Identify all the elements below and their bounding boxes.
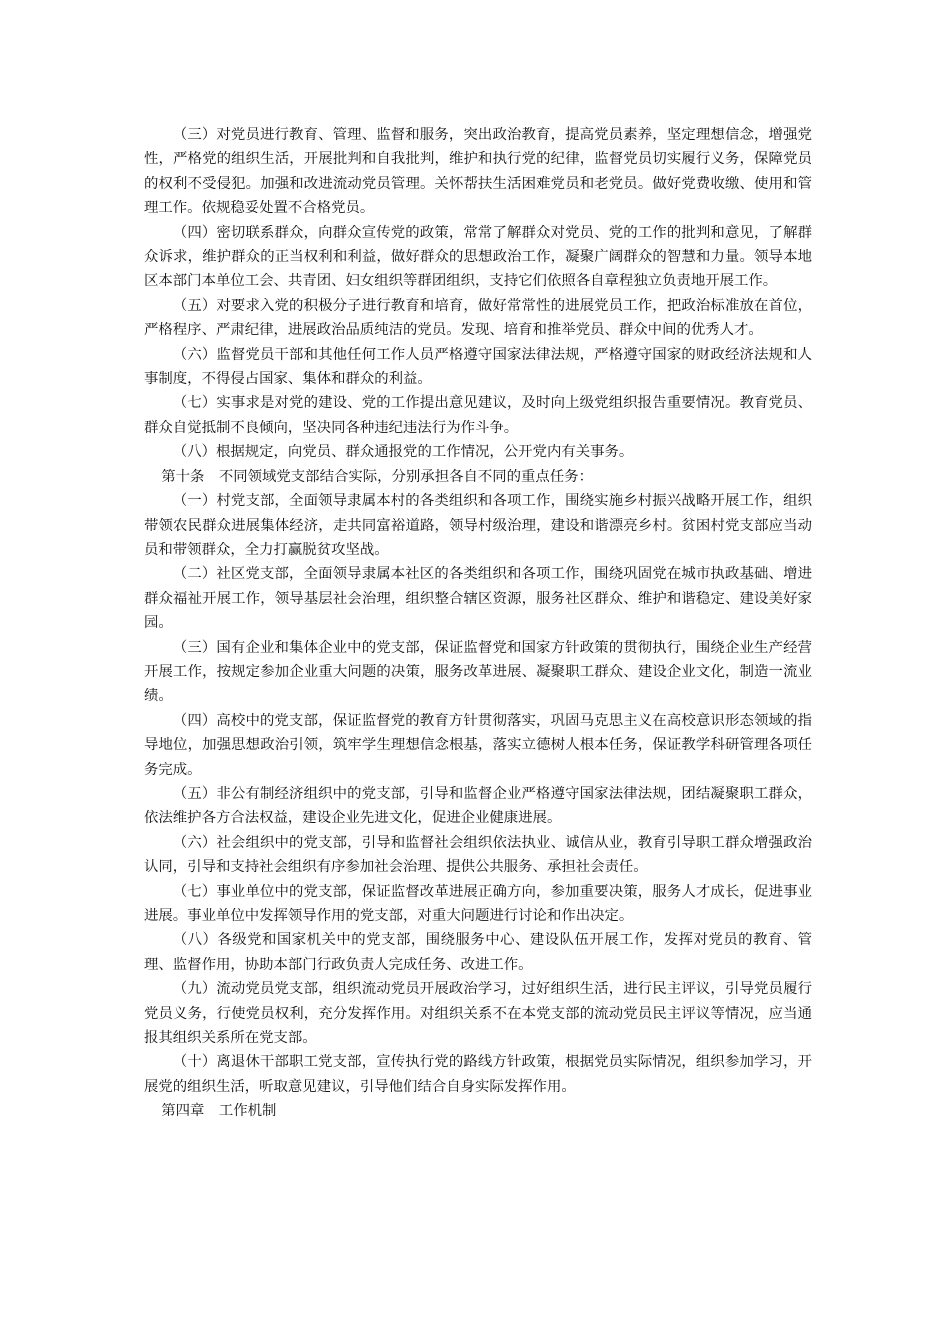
- paragraph: （三）对党员进行教育、管理、监督和服务，突出政治教育，提高党员素养，坚定理想信念，增强党性，严格党的组织生活，开展批判和自我批判，维护和执行党的纪律，监督党员切实履行义务，保障党员的权利不受侵犯。加强和改进流动党员管理。关怀帮扶生活困难党员和老党员。做好党费收缴、使用和管理工作。依规稳妥处置不合格党员。: [144, 127, 812, 217]
- paragraph: （七）实事求是对党的建设、党的工作提出意见建议，及时向上级党组织报告重要情况。教育党员、群众自觉抵制不良倾向，坚决同各种违纪违法行为作斗争。: [144, 395, 812, 436]
- paragraph: （六）社会组织中的党支部，引导和监督社会组织依法执业、诚信从业，教育引导职工群众增强政治认同，引导和支持社会组织有序参加社会治理、提供公共服务、承担社会责任。: [144, 834, 812, 876]
- paragraph: （八）各级党和国家机关中的党支部，围绕服务中心、建设队伍开展工作，发挥对党员的教育、管理、监督作用，协助本部门行政负责人完成任务、改进工作。: [144, 932, 812, 973]
- paragraph: （八）根据规定，向党员、群众通报党的工作情况，公开党内有关事务。: [172, 444, 634, 461]
- paragraph: （七）事业单位中的党支部，保证监督改革进展正确方向，参加重要决策，服务人才成长，促进事业进展。事业单位中发挥领导作用的党支部，对重大问题进行讨论和作出决定。: [144, 883, 812, 924]
- paragraph: （二）社区党支部，全面领导隶属本社区的各类组织和各项工作，围绕巩固党在城市执政基础、增进群众福祉开展工作，领导基层社会治理，组织整合辖区资源，服务社区群众、维护和谐稳定、建设美好家园。: [144, 566, 812, 632]
- document-body: [144, 123, 812, 1124]
- paragraph: （十）离退休干部职工党支部，宣传执行党的路线方针政策，根据党员实际情况，组织参加学习，开展党的组织生活，听取意见建议，引导他们结合自身实际发挥作用。: [144, 1054, 812, 1095]
- paragraph: （六）监督党员干部和其他任何工作人员严格遵守国家法律法规，严格遵守国家的财政经济法规和人事制度，不得侵占国家、集体和群众的利益。: [144, 346, 812, 388]
- paragraph: （五）非公有制经济组织中的党支部，引导和监督企业严格遵守国家法律法规，团结凝聚职工群众，依法维护各方合法权益，建设企业先进文化，促进企业健康进展。: [144, 785, 812, 827]
- paragraph: （一）村党支部，全面领导隶属本村的各类组织和各项工作，围绕实施乡村振兴战略开展工作，组织带领农民群众进展集体经济，走共同富裕道路，领导村级治理，建设和谐漂亮乡村。贫困村党支部应当动员和带领群众，全力打赢脱贫攻坚战。: [144, 493, 812, 558]
- article-heading: 第十条 不同领域党支部结合实际，分别承担各自不同的重点任务：: [161, 468, 593, 485]
- paragraph: （九）流动党员党支部，组织流动党员开展政治学习，过好组织生活，进行民主评议，引导党员履行党员义务，行使党员权利，充分发挥作用。对组织关系不在本党支部的流动党员民主评议等情况，应当通报其组织关系所在党支部。: [144, 981, 812, 1047]
- paragraph: （四）高校中的党支部，保证监督党的教育方针贯彻落实，巩固马克思主义在高校意识形态领域的指导地位，加强思想政治引领，筑牢学生理想信念根基，落实立德树人根本任务，保证教学科研管理各项任务完成。: [144, 712, 812, 778]
- paragraph: （五）对要求入党的积极分子进行教育和培育，做好常常性的进展党员工作，把政治标准放在首位，严格程序、严肃纪律，进展政治品质纯洁的党员。发现、培育和推举党员、群众中间的优秀人才。: [144, 297, 812, 339]
- paragraph: （三）国有企业和集体企业中的党支部，保证监督党和国家方针政策的贯彻执行，围绕企业生产经营开展工作，按规定参加企业重大问题的决策，服务改革进展、凝聚职工群众、建设企业文化，制造一流业绩。: [144, 639, 812, 705]
- chapter-heading: 第四章 工作机制: [161, 1103, 277, 1120]
- paragraph: （四）密切联系群众，向群众宣传党的政策，常常了解群众对党员、党的工作的批判和意见，了解群众诉求，维护群众的正当权利和利益，做好群众的思想政治工作，凝聚广阔群众的智慧和力量。领导本地区本部门本单位工会、共青团、妇女组织等群团组织，支持它们依照各自章程独立负责地开展工作。: [144, 224, 812, 290]
